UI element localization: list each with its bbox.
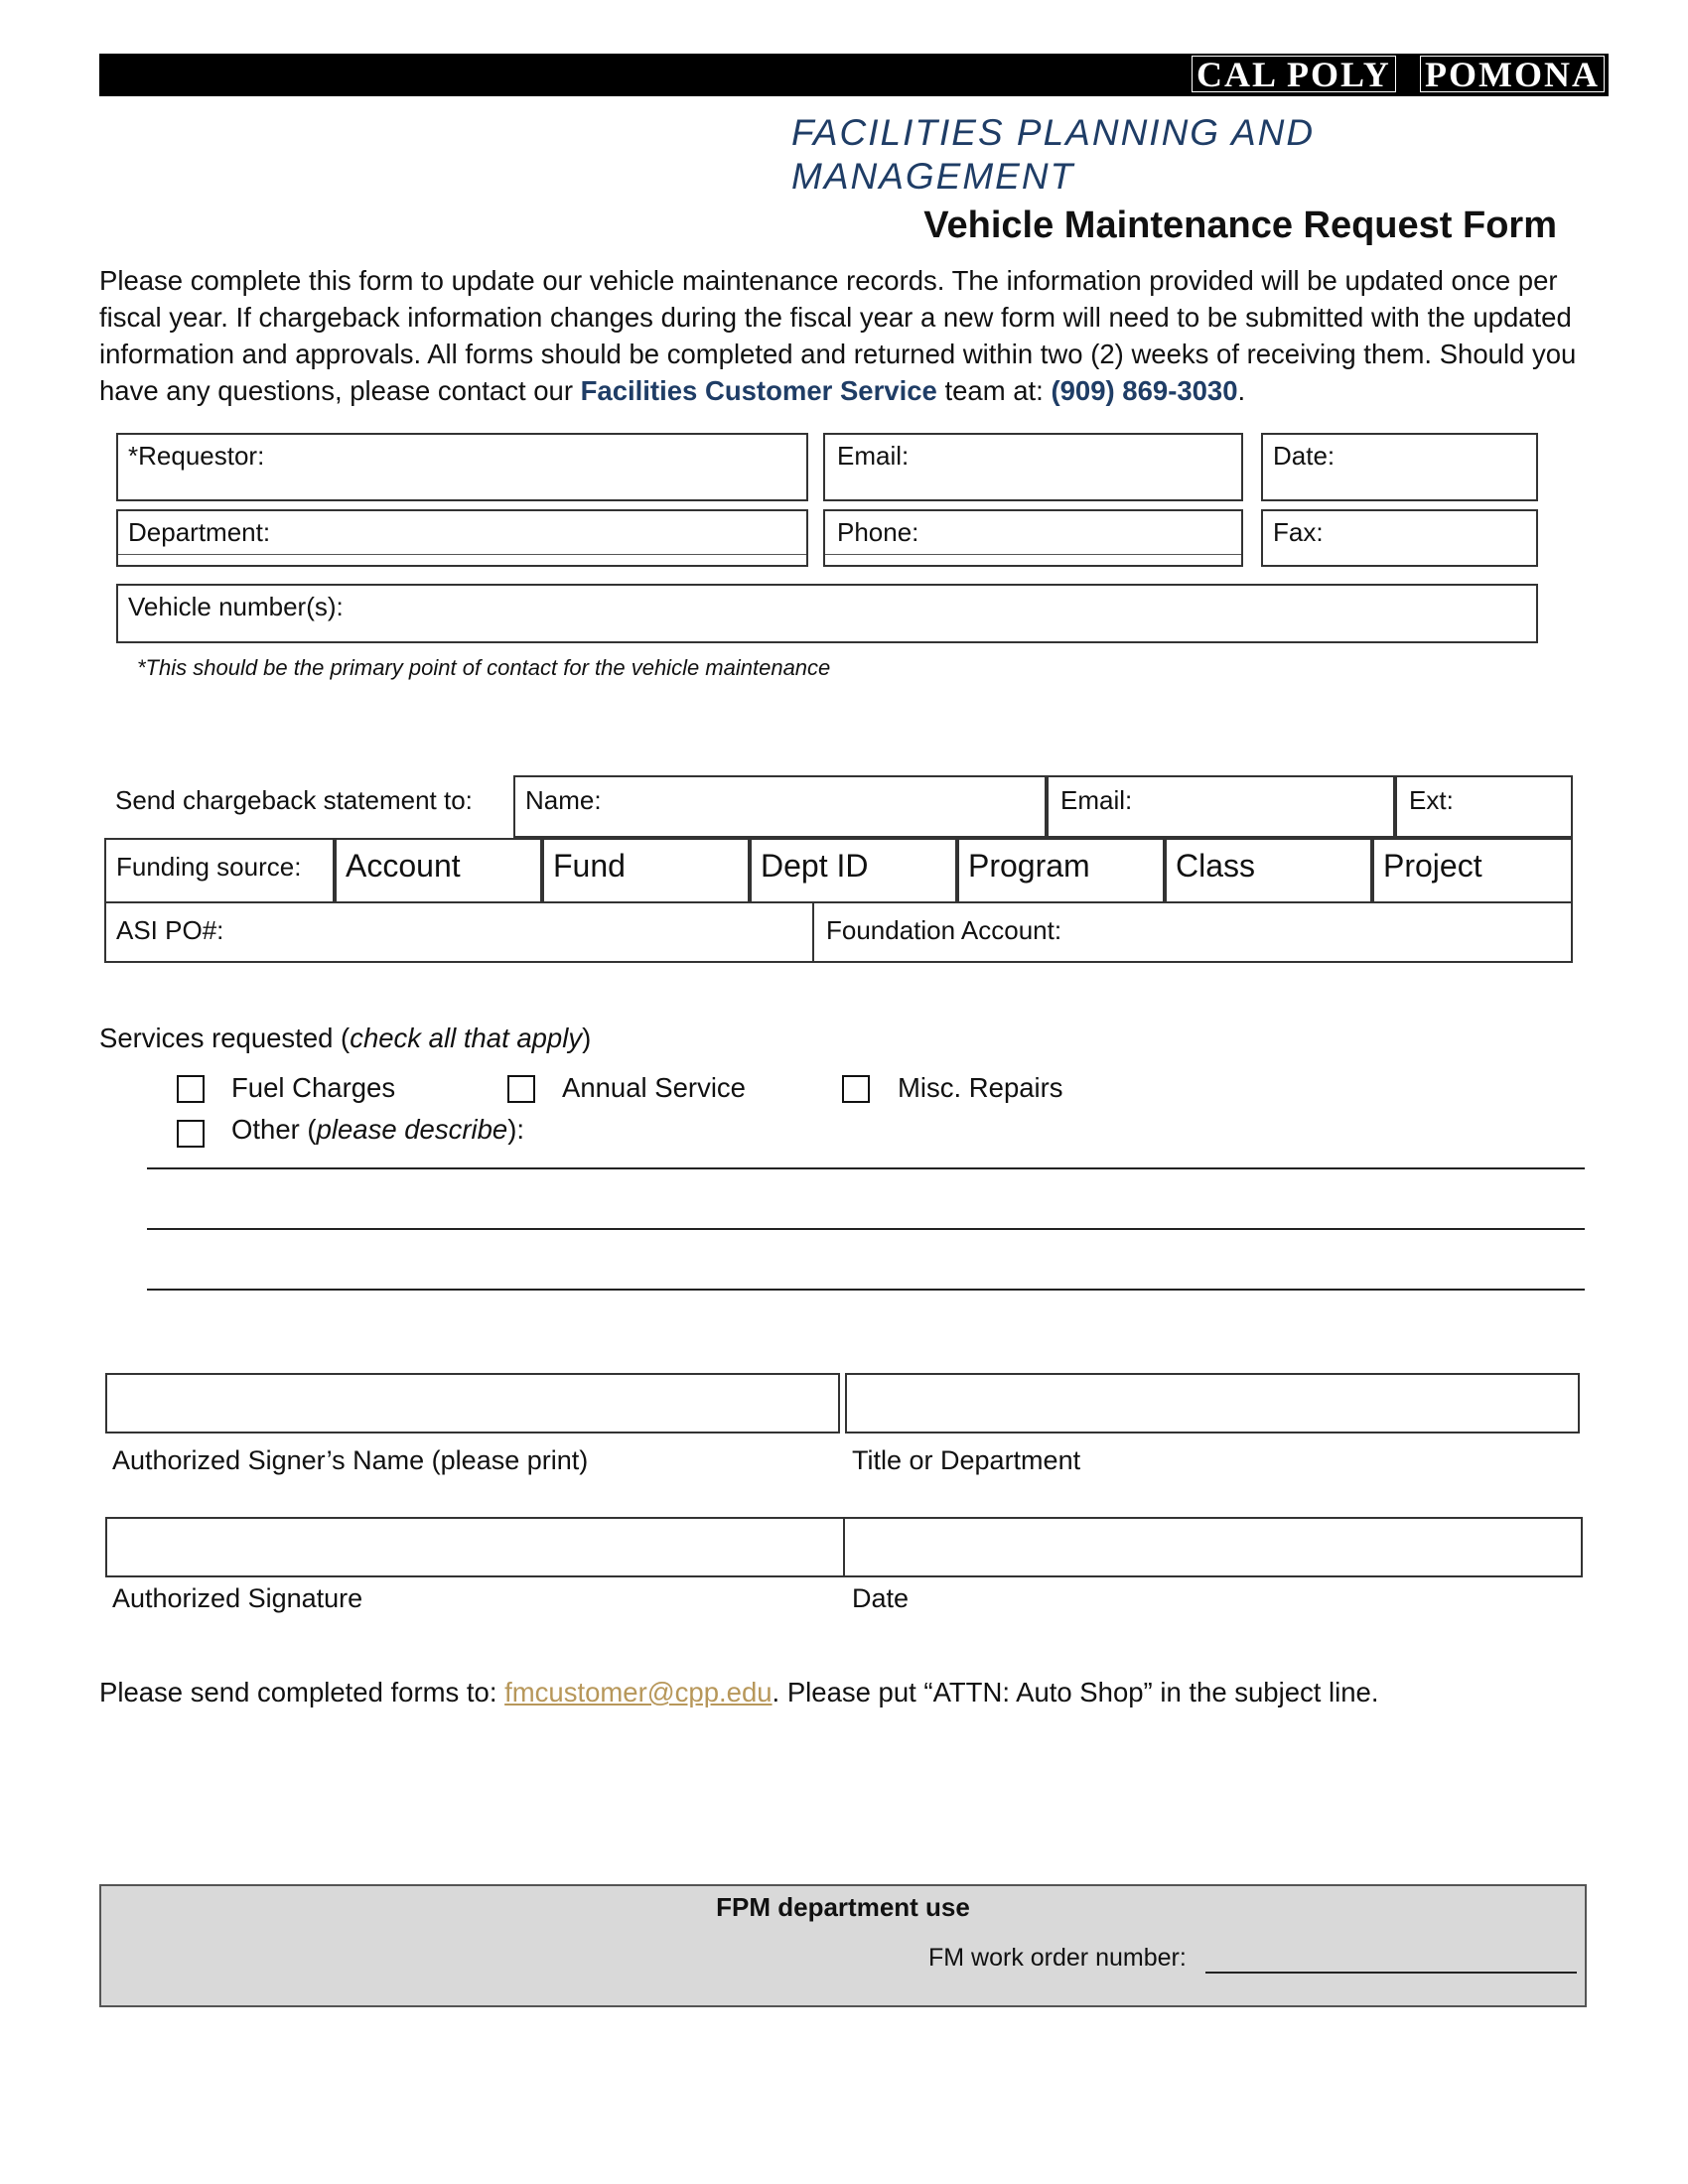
fpm-title: FPM department use [716,1892,970,1922]
brand-pomona: POMONA [1420,56,1605,92]
fuel-charges-label: Fuel Charges [231,1072,396,1103]
signature-field[interactable] [105,1517,845,1577]
title-department-field[interactable] [845,1373,1580,1433]
account-field[interactable] [335,838,542,903]
phone-label: Phone: [837,517,919,547]
vehicle-numbers-label: Vehicle number(s): [128,592,344,621]
fuel-charges-checkbox[interactable] [177,1075,205,1103]
class-label: Class [1176,848,1256,884]
email-label: Email: [837,441,910,471]
requestor-label: *Requestor: [128,441,265,471]
email-field[interactable] [823,433,1243,501]
chargeback-email-label: Email: [1060,785,1133,815]
fax-field[interactable] [1261,509,1538,567]
department-label: Department: [128,517,271,547]
other-checkbox[interactable] [177,1120,205,1148]
signature-label: Authorized Signature [112,1583,363,1613]
department-field[interactable] [116,509,808,567]
fund-field[interactable] [542,838,750,903]
signer-name-label: Authorized Signer’s Name (please print) [112,1445,589,1475]
date-label: Date: [1273,441,1336,471]
chargeback-ext-label: Ext: [1409,785,1454,815]
brand-cal-poly: CAL POLY [1192,56,1396,92]
vehicle-numbers-field[interactable] [116,584,1538,643]
fund-label: Fund [553,848,626,884]
signer-name-field[interactable] [105,1373,840,1433]
other-description-line-1[interactable] [147,1167,1585,1169]
dept-id-label: Dept ID [761,848,869,884]
title-department-label: Title or Department [852,1445,1081,1475]
header-bar [99,54,1609,96]
project-label: Project [1383,848,1482,884]
work-order-line[interactable] [1205,1972,1577,1974]
fax-label: Fax: [1273,517,1324,547]
send-email-link[interactable]: fmcustomer@cpp.edu [504,1677,773,1707]
dept-id-field[interactable] [750,838,957,903]
misc-repairs-label: Misc. Repairs [898,1072,1063,1103]
foundation-account-label: Foundation Account: [826,915,1062,945]
services-heading: Services requested (check all that apply) [99,1023,592,1053]
signature-date-field[interactable] [843,1517,1583,1577]
other-label: Other (please describe): [231,1114,525,1145]
annual-service-checkbox[interactable] [507,1075,535,1103]
other-description-line-3[interactable] [147,1289,1585,1291]
requestor-field[interactable] [116,433,808,501]
funding-source-label: Funding source: [116,852,302,882]
other-description-line-2[interactable] [147,1228,1585,1230]
funding-source-cell [104,838,335,903]
send-chargeback-label: Send chargeback statement to: [115,785,473,815]
date-field[interactable] [1261,433,1538,501]
foundation-account-field[interactable] [812,901,1573,963]
project-field[interactable] [1372,838,1573,903]
chargeback-email-field[interactable] [1047,775,1395,838]
class-field[interactable] [1165,838,1372,903]
customer-service-phone: (909) 869-3030 [1051,375,1238,406]
chargeback-name-label: Name: [525,785,602,815]
chargeback-name-field[interactable] [513,775,1047,838]
asi-po-label: ASI PO#: [116,915,224,945]
misc-repairs-checkbox[interactable] [842,1075,870,1103]
signature-date-label: Date [852,1583,910,1613]
phone-field[interactable] [823,509,1243,567]
account-label: Account [346,848,461,884]
form-title: Vehicle Maintenance Request Form [923,205,1557,246]
annual-service-label: Annual Service [562,1072,746,1103]
program-field[interactable] [957,838,1165,903]
program-label: Program [968,848,1090,884]
department-name: FACILITIES PLANNING AND MANAGEMENT [791,112,1316,197]
chargeback-ext-field[interactable] [1395,775,1573,838]
contact-note: *This should be the primary point of contact for the vehicle maintenance [137,655,831,680]
asi-po-field[interactable] [104,901,814,963]
fpm-department-use-box [99,1884,1587,2007]
send-instructions: Please send completed forms to: fmcustomer@cpp.edu. Please put “ATTN: Auto Shop” in the subject line. [99,1677,1379,1707]
work-order-label: FM work order number: [928,1944,1187,1972]
intro-paragraph: Please complete this form to update our vehicle maintenance records. The information provided will be updated once per fiscal year. If chargeback information changes during the fiscal year a new form will need to be submitted with the updated information and approvals. All forms should be completed and returned within two (2) weeks of receiving them. Should you have any questions, please contact our Facilities Customer Service team at: (909) 869-3030. [99,265,1577,406]
customer-service-team: Facilities Customer Service [580,375,937,406]
